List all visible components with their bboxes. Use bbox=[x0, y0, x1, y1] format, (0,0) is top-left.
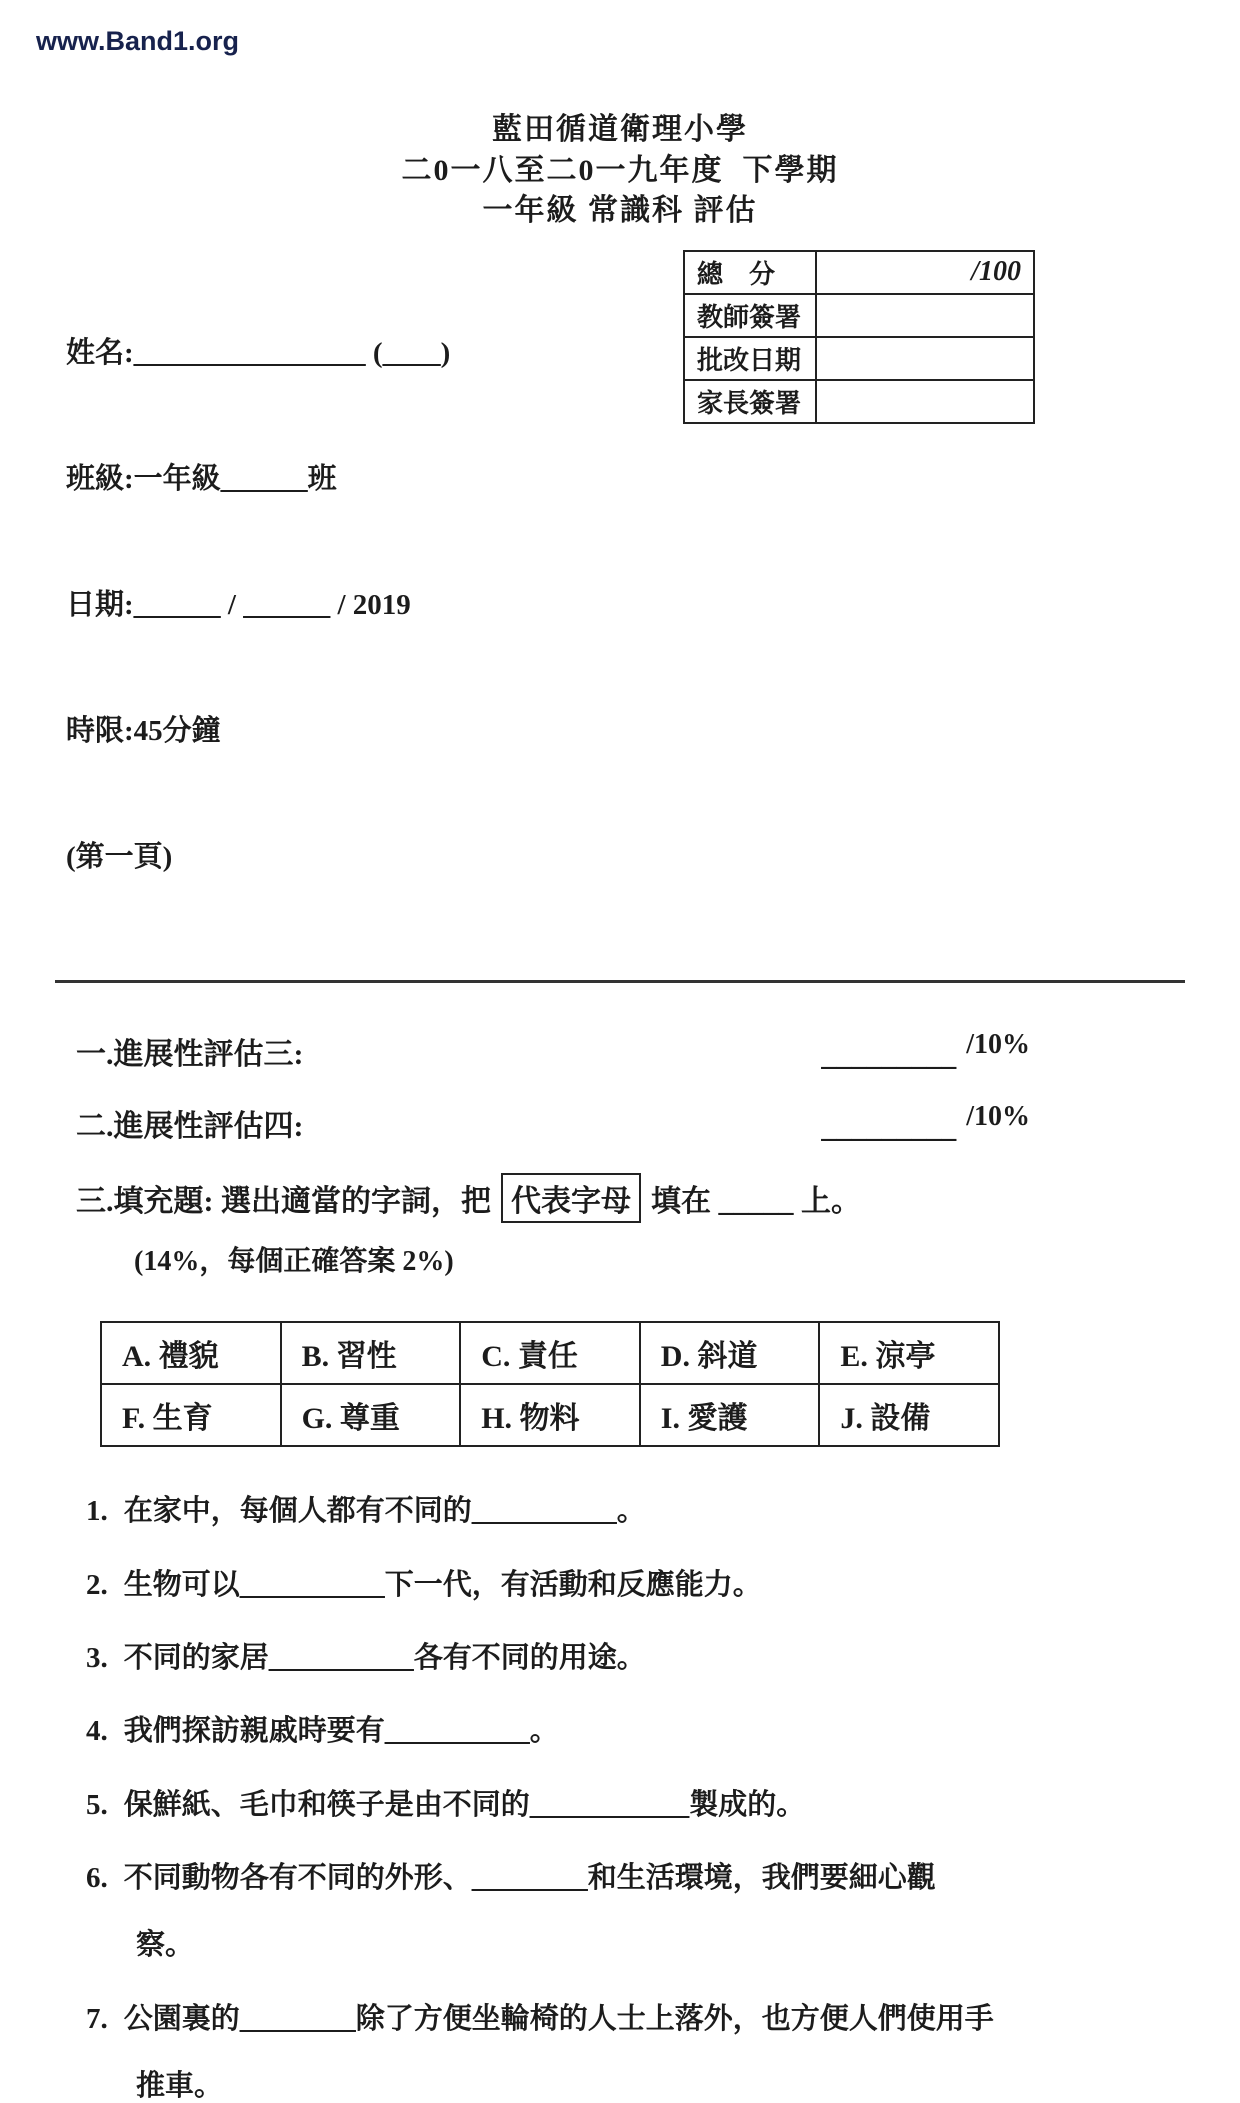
question-number: 5. bbox=[86, 1788, 108, 1821]
score-row-label: 批改日期 bbox=[684, 337, 816, 380]
school-name: 藍田循道衛理小學 bbox=[492, 113, 748, 146]
question-text: 不同的家居__________各有不同的用途。 bbox=[123, 1641, 646, 1674]
question-text: 生物可以__________下一代，有活動和反應能力。 bbox=[123, 1568, 762, 1601]
score-row-value bbox=[816, 380, 1034, 423]
word-bank-cell-i: I. 愛護 bbox=[640, 1384, 820, 1446]
word-bank-cell-j: J. 設備 bbox=[819, 1384, 999, 1446]
question-text: 保鮮紙、毛巾和筷子是由不同的___________製成的。 bbox=[123, 1788, 806, 1821]
section-3 bbox=[76, 1173, 1170, 1223]
section-2-label: 二.進展性評估四: bbox=[76, 1110, 304, 1144]
score-row-label: 總 分 bbox=[684, 251, 816, 294]
section-1 bbox=[76, 1029, 1170, 1073]
score-row-value bbox=[816, 294, 1034, 337]
word-bank-cell-e: E. 涼亭 bbox=[819, 1322, 999, 1384]
section-1-blank: _________ bbox=[821, 1039, 957, 1073]
score-row-total bbox=[684, 251, 1034, 294]
sections-block bbox=[0, 983, 1240, 1279]
question-number: 4. bbox=[86, 1715, 108, 1748]
section-2 bbox=[76, 1101, 1170, 1145]
time-limit-line: 時限:45分鐘 bbox=[66, 715, 221, 748]
student-info-block bbox=[66, 248, 450, 963]
name-field-line: 姓名:________________ (____) bbox=[66, 336, 451, 369]
class-field-line: 班級:一年級______班 bbox=[66, 462, 337, 495]
score-row-parent-signature bbox=[684, 380, 1034, 423]
question-item-6 bbox=[86, 1862, 1180, 1963]
question-number: 1. bbox=[86, 1495, 108, 1528]
score-row-label: 家長簽署 bbox=[684, 380, 816, 423]
word-bank-cell-h: H. 物料 bbox=[460, 1384, 640, 1446]
questions-list bbox=[0, 1447, 1240, 2103]
question-text: 不同動物各有不同的外形、________和生活環境，我們要細心觀 bbox=[123, 1862, 936, 1895]
question-item-5 bbox=[86, 1789, 1180, 1822]
question-item-2 bbox=[86, 1569, 1180, 1602]
question-number: 7. bbox=[86, 2002, 108, 2035]
page-label: (第一頁) bbox=[66, 841, 173, 874]
info-row bbox=[0, 232, 1240, 963]
question-text: 在家中，每個人都有不同的__________。 bbox=[123, 1495, 646, 1528]
word-bank-cell-d: D. 斜道 bbox=[640, 1322, 820, 1384]
word-bank-cell-b: B. 習性 bbox=[281, 1322, 461, 1384]
score-row-value bbox=[816, 337, 1034, 380]
score-row-teacher-signature bbox=[684, 294, 1034, 337]
score-row-value: /100 bbox=[816, 251, 1034, 294]
section-2-score-area bbox=[821, 1101, 1030, 1145]
score-row-marking-date bbox=[684, 337, 1034, 380]
word-bank-cell-f: F. 生育 bbox=[101, 1384, 281, 1446]
section-1-label: 一.進展性評估三: bbox=[76, 1038, 304, 1072]
term-line: 二0一八至二0一九年度 下學期 bbox=[401, 153, 839, 187]
section-3-text-after: 填在 _____ 上。 bbox=[651, 1185, 861, 1219]
word-bank-cell-a: A. 禮貌 bbox=[101, 1322, 281, 1384]
question-text-continued: 推車。 bbox=[136, 2070, 224, 2103]
question-text-continued: 察。 bbox=[136, 1929, 195, 1962]
question-item-3 bbox=[86, 1642, 1180, 1675]
word-bank-cell-c: C. 責任 bbox=[460, 1322, 640, 1384]
question-text: 我們探訪親戚時要有__________。 bbox=[123, 1715, 559, 1748]
question-number: 3. bbox=[86, 1641, 108, 1674]
question-number: 6. bbox=[86, 1862, 108, 1895]
section-2-blank: _________ bbox=[821, 1111, 957, 1145]
score-table bbox=[683, 250, 1035, 424]
score-row-label: 教師簽署 bbox=[684, 294, 816, 337]
word-bank-row bbox=[101, 1322, 999, 1384]
section-1-score: /10% bbox=[966, 1029, 1030, 1061]
word-bank-row bbox=[101, 1384, 999, 1446]
section-1-score-area bbox=[821, 1029, 1030, 1073]
subject-line: 一年級 常識科 評估 bbox=[482, 194, 758, 227]
question-number: 2. bbox=[86, 1568, 108, 1601]
word-bank-table bbox=[100, 1321, 1000, 1447]
section-3-text-before: 三.填充題: 選出適當的字詞，把 bbox=[76, 1185, 491, 1219]
boxed-term: 代表字母 bbox=[501, 1173, 641, 1223]
word-bank-cell-g: G. 尊重 bbox=[281, 1384, 461, 1446]
watermark-text: www.Band1.org bbox=[36, 26, 240, 56]
question-item-7 bbox=[86, 2003, 1180, 2103]
question-item-1 bbox=[86, 1495, 1180, 1528]
marks-note: (14%，每個正確答案 2%) bbox=[134, 1246, 454, 1278]
question-text: 公園裏的________除了方便坐輪椅的人士上落外，也方便人們使用手 bbox=[123, 2002, 994, 2035]
section-2-score: /10% bbox=[966, 1101, 1030, 1133]
date-field-line: 日期:______ / ______ / 2019 bbox=[66, 588, 411, 621]
question-item-4 bbox=[86, 1715, 1180, 1748]
